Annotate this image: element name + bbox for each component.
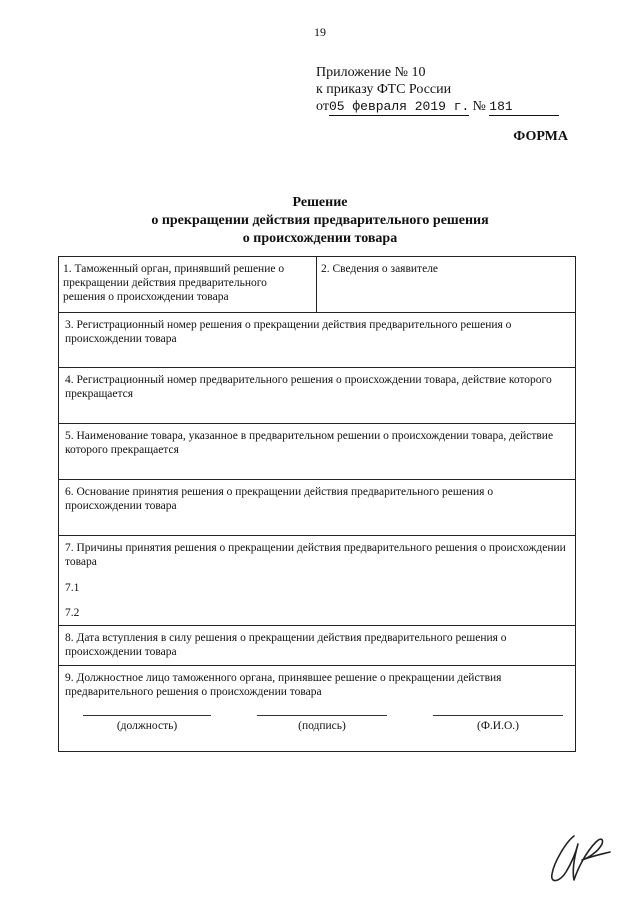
position-line bbox=[83, 715, 211, 716]
document-title bbox=[0, 194, 640, 248]
form-label: ФОРМА bbox=[513, 129, 568, 144]
order-number: 181 bbox=[489, 98, 559, 116]
name-line bbox=[433, 715, 563, 716]
title-line-1: Решение bbox=[292, 195, 348, 210]
field-label: 9. Должностное лицо таможенного органа, принявшее решение о прекращении действия предварительного решения о происхождении товара bbox=[65, 672, 502, 698]
field-preliminary-reg-number bbox=[59, 367, 575, 423]
field-decision-basis bbox=[59, 479, 575, 535]
title-line-3: о происхождении товара bbox=[242, 231, 398, 246]
reason-7-1: 7.1 bbox=[65, 582, 80, 594]
field-applicant-info: 2. Сведения о заявителе bbox=[321, 263, 439, 275]
field-decision-reg-number bbox=[59, 312, 575, 367]
signature-block bbox=[65, 713, 569, 749]
signature-label: (подпись) bbox=[298, 720, 346, 732]
signature-line bbox=[257, 715, 387, 716]
number-prefix: № bbox=[472, 99, 486, 114]
field-goods-name bbox=[59, 423, 575, 479]
field-effective-date bbox=[59, 625, 575, 665]
name-label: (Ф.И.О.) bbox=[477, 720, 519, 732]
field-label: 8. Дата вступления в силу решения о прекращении действия предварительного решения о происхождении товара bbox=[65, 632, 507, 658]
form-row-1 bbox=[59, 257, 575, 312]
position-label: (должность) bbox=[116, 720, 178, 732]
field-label: 6. Основание принятия решения о прекращении действия предварительного решения о происхождении товара bbox=[65, 486, 494, 512]
page-number: 19 bbox=[314, 25, 326, 39]
handwritten-signature bbox=[544, 828, 616, 888]
field-official bbox=[59, 665, 575, 751]
field-label: 3. Регистрационный номер решения о прекращении действия предварительного решения о происхождении товара bbox=[65, 319, 512, 345]
field-label: 4. Регистрационный номер предварительного решения о происхождении товара, действие которого прекращается bbox=[65, 374, 552, 400]
title-line-2: о прекращении действия предварительного решения bbox=[151, 213, 489, 228]
reason-7-2: 7.2 bbox=[65, 607, 80, 619]
field-label: 5. Наименование товара, указанное в предварительном решении о происхождении товара, действие которого прекращается bbox=[65, 430, 554, 456]
decision-form-table bbox=[58, 256, 576, 752]
field-customs-authority: 1. Таможенный орган, принявший решение о прекращении действия предварительного решения о происхождении товара bbox=[59, 257, 317, 312]
annex-date-line bbox=[316, 98, 559, 116]
order-date: 05 февраля 2019 г. bbox=[328, 99, 470, 114]
date-prefix: от bbox=[316, 99, 329, 114]
annex-title: Приложение № 10 bbox=[316, 65, 426, 80]
annex-order: к приказу ФТС России bbox=[316, 82, 452, 97]
field-label: 7. Причины принятия решения о прекращении действия предварительного решения о происхождении товара bbox=[65, 542, 566, 568]
annex-header bbox=[316, 64, 559, 116]
field-decision-reasons bbox=[59, 535, 575, 625]
